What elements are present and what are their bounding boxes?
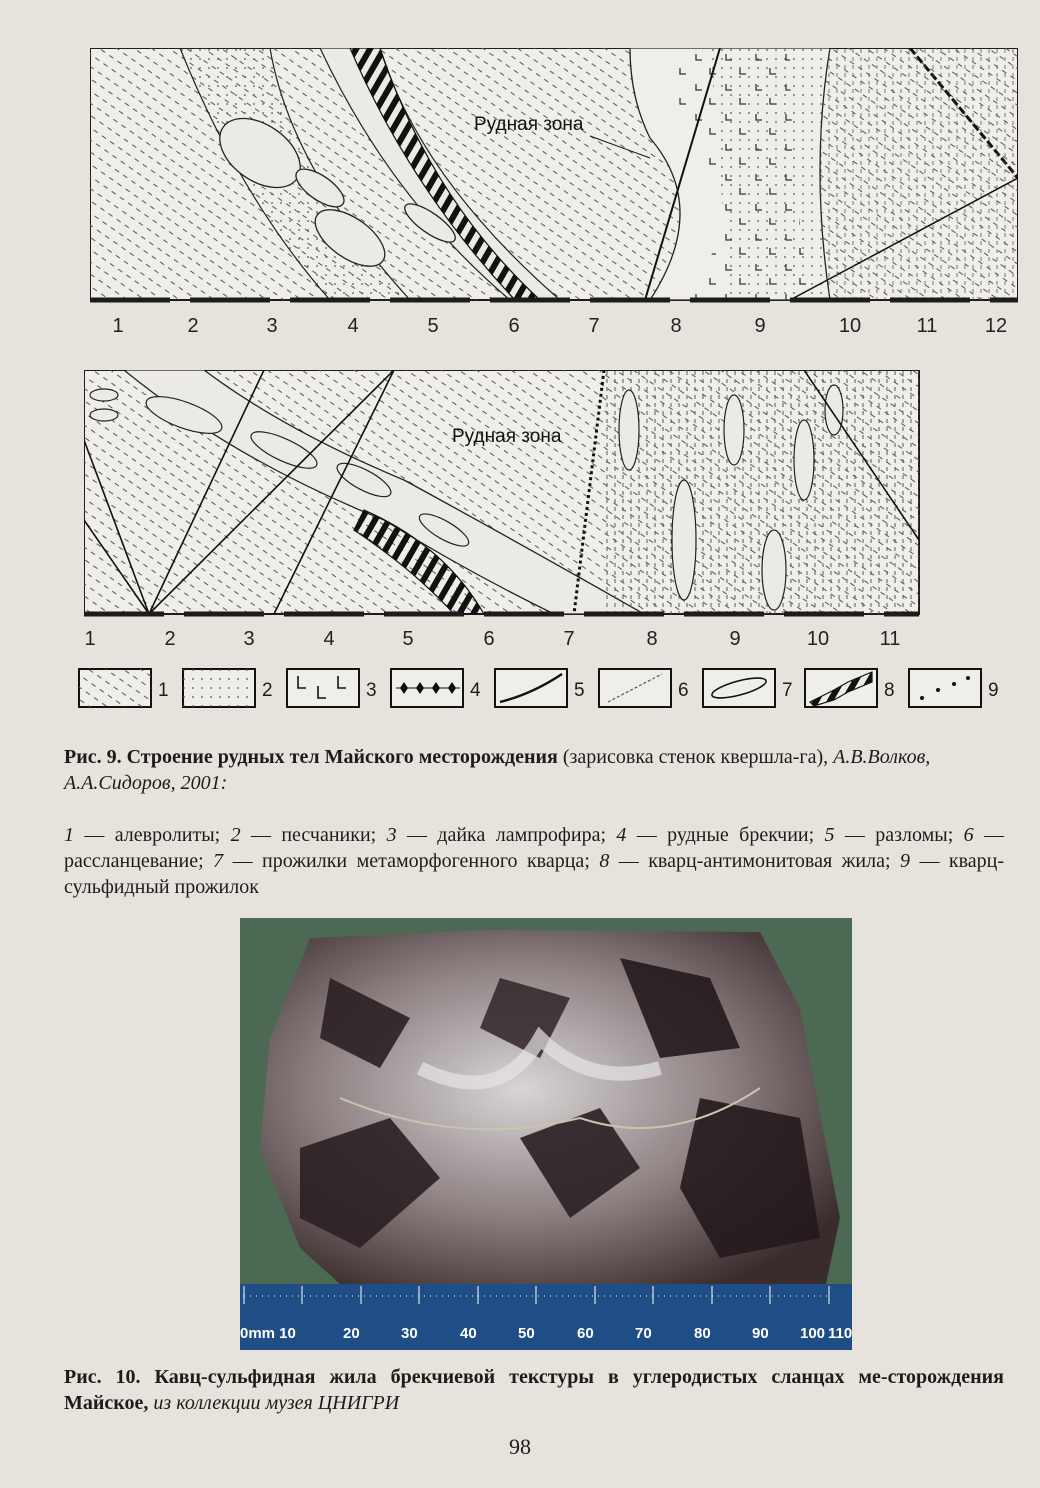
explanation-text: — разломы; [834,824,964,846]
figure9-caption-note: (зарисовка стенок квершла-га), [557,746,834,768]
scale-tick-label: 2 [187,315,199,337]
explanation-number: 9 [900,850,910,872]
scale-tick-label: 7 [588,315,600,337]
legend-swatch-quartz-veinlets [702,668,776,708]
scale-tick-label: 9 [729,628,741,650]
scale-tick-label: 4 [323,628,335,650]
scale-tick-label: 12 [984,315,1008,337]
scale-tick-label: 1 [84,628,96,650]
figure9-caption-title: Рис. 9. Строение рудных тел Майского месторождения [64,746,558,768]
scale-tick-label: 9 [754,315,766,337]
ruler-label: 90 [752,1325,769,1342]
explanation-text: — прожилки метаморфогенного кварца; [223,850,600,872]
page-number: 98 [509,1434,531,1459]
ruler-label: 80 [694,1325,711,1342]
scale-tick-label: 5 [402,628,414,650]
explanation-text: — дайка лампрофира; [396,824,617,846]
figure9-explanation [64,822,1004,900]
scale-tick-label: 6 [508,315,520,337]
figure9-bottom-scale [0,628,1040,652]
figure9-top-section [90,48,1018,308]
ruler-label: 60 [577,1325,594,1342]
figure9-top-scale [0,315,1040,339]
legend-number: 5 [574,680,585,701]
scale-tick-label: 3 [243,628,255,650]
scale-tick-label: 4 [347,315,359,337]
ruler-label: 50 [518,1325,535,1342]
explanation-text: — алевролиты; [74,824,231,846]
figure10-caption-source: из коллекции музея ЦНИГРИ [148,1392,400,1414]
ruler-label: 20 [343,1325,360,1342]
ruler-label: 40 [460,1325,477,1342]
explanation-number: 2 [230,824,241,846]
scale-tick-label: 10 [806,628,830,650]
explanation-number: 3 [386,824,397,846]
legend-number: 4 [470,680,481,701]
legend-number: 8 [884,680,895,701]
scale-tick-label: 3 [266,315,278,337]
explanation-number: 7 [213,850,224,872]
scale-tick-label: 1 [112,315,124,337]
legend-swatch-lamprophyre [286,668,360,708]
figure9-legend [78,668,1008,712]
scale-tick-label: 8 [646,628,658,650]
scale-tick-label: 11 [879,628,901,650]
explanation-text: — кварц-сульфидный прожилок [64,850,1005,898]
ruler-label: 0mm 10 [240,1325,296,1342]
legend-number: 6 [678,680,689,701]
figure10-caption-title: Рис. 10. Кавц-сульфидная жила брекчиевой текстуры в углеродистых сланцах ме-сторождения Майское, [64,1366,1004,1414]
explanation-text: — рассланцевание; [64,824,1005,872]
explanation-number: 6 [963,824,974,846]
explanation-text: — песчаники; [240,824,387,846]
figure10-photo [240,918,852,1350]
scale-tick-label: 7 [563,628,575,650]
ruler-label: 70 [635,1325,652,1342]
scale-tick-label: 10 [838,315,862,337]
scale-tick-label: 8 [670,315,682,337]
ore-zone-label-bottom: Рудная зона [452,426,562,447]
legend-swatch-sandstone [182,668,256,708]
scale-tick-label: 2 [164,628,176,650]
legend-number: 9 [988,680,999,701]
figure10-caption [64,1364,1004,1416]
figure9-caption-authors: А.В.Волков, А.А.Сидоров, 2001: [64,746,931,794]
explanation-number: 8 [599,850,610,872]
explanation-number: 1 [64,824,74,846]
legend-swatch-sulfide-veinlet [908,668,982,708]
figure9-bottom-section [84,370,924,620]
figure9-caption [64,744,1004,796]
legend-swatch-ore-breccia [390,668,464,708]
scale-tick-label: 6 [483,628,495,650]
ore-zone-label-top: Рудная зона [474,114,584,135]
legend-swatch-schistosity [598,668,672,708]
scale-tick-label: 11 [916,315,938,337]
ruler-label: 100 [800,1325,826,1342]
legend-number: 7 [782,680,793,701]
explanation-text: — рудные брекчии; [626,824,825,846]
legend-number: 3 [366,680,377,701]
legend-number: 2 [262,680,273,701]
scale-tick-label: 5 [427,315,439,337]
ruler-label: 30 [401,1325,418,1342]
legend-swatch-antimonite-vein [804,668,878,708]
explanation-number: 4 [616,824,627,846]
ruler-label: 110 [828,1325,852,1342]
explanation-number: 5 [824,824,835,846]
legend-swatch-faults [494,668,568,708]
legend-swatch-siltstone [78,668,152,708]
explanation-text: — кварц-антимонитовая жила; [609,850,900,872]
legend-number: 1 [158,680,169,701]
